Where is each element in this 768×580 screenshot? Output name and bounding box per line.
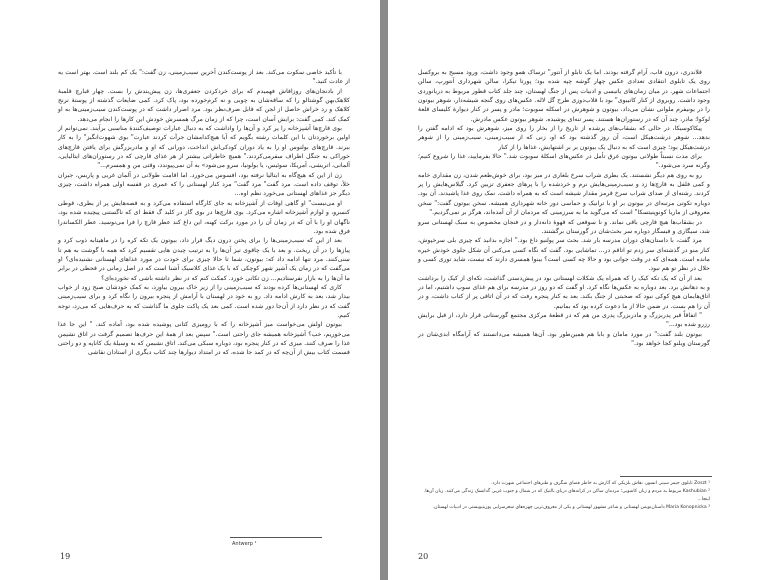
paragraph: مرد گفت، با داستان‌های دوران مدرسه بار شد. بحث سر پولنیو داغ بود." اجازه بدانید که چیزی بلی سرخپوش، کنار منو در گذشته‌ای سر زدم تو اتاقم در... تماشایی بود. گفت که نگاه کسی می‌کنی آن شکل جلوی خودش خیره مانده است. همه‌ای که در وقت جوانی بود و حالا چه کسی است؟ بینوا همسری دارند که نیست، شاید توری کسی و حلال در نظر تو هم نبود. <box>418 237 710 273</box>
paragraph: رو به روی هم دیگر نشستند. یک بطری شراب سرخ بلغاری در میز بود، برای خوش‌طعم شدن، زن مقداری خامه و کمی فلفل به قارچ‌ها زد و سیب‌زمینی‌هایش نرم و خردشده را با پرهای جعفری تزیین کرد. گیلاس‌هایش را پر کردند. رشته‌ای از صدای شراب سرخ قرمز مقدار شیشه است که به همراه داشت. نمک روی غذا پاشیدند. آن بود. دوباره تکوتی مرتبه‌ای در بیوتون بر او با ترانیک و حماسی دور خانه شهرداری همیشه. سخن بیوتون گفت:" سخن معروفی از ماریا کونوپنیتسکا" است که می‌گوید ما به سرزمینی که مردمان از آن آمده‌اند، هرگز بر نمی‌گردیم." <box>418 171 710 217</box>
footnote: Antwerp ¹ <box>232 541 257 547</box>
paragraph: کاری که لهستانی‌ها کرده بودند که سیب‌زمینی را از زیر خاک بیرون بیاورد، به کمک خودشان صبح زود از خواب بیدار شد، بعد به کارش ادامه داد. رو به خود در لهستان با آرامش از پنجره بیرون را نگاه کرد و برای سیب‌زمینی گفت که در نظر دارد از آن‌جا دور شده است. کمی بعد یک پاکت جلوی ما گذاشت که به حرف‌هایی که می‌زد، توجه کنیم. <box>58 283 350 319</box>
paragraph: زن از این که هیچ‌گاه به ایتالیا نرفته بود، افسوس می‌خورد. اما اقامت طولانی در آلمان غربی و پاریس، جبران خلأ، توقف داده است. مرد گفت" مرد گفت" مرد کنار لهستانی را که عمری در قفسه اولی همراه داشت، چیزی دیگر جز غذاهای لهستانی می‌خورد نظم اوه... <box>58 171 350 198</box>
paragraph: قلاندری، درون قاب، آرام گرفته بودند. اما یک تابلو از آنتور" ترساک همو وجود داشت، ورود مسیح به بروکسل روی یک تابلوی انتقادی تعدادی عکس چهار گوشه چپه شده بود؛ پورتا تیکرا، سالن شهرداری آنتورپ، سالن اجتماعات شهر. در میان زمان‌های یاتیسی و ادبیات پس از جنگ لهستان، چند جلد کتاب قطور مربوط به دریانوردی وجود داشت. روبروی از کنار کاتیبوی" بود با قلاب‌دوزی طرح گل لاله. عکس‌های روی گنجه شیشه‌دار، شوهر بیوتون را در یونیفرم ملوانی نشان می‌داد، بیوتون و شوهرش در اسکله سوبوت؛ مادر و پسر در کنار دیوارهٔ کلیسای قلعهٔ لوکوا؛ مادر، چند آن که در رستوران‌ها هستند. پسر تنه‌ای پوشیده. شوهر بیوتون عکس مادرش. <box>418 69 710 123</box>
paragraph: پیکاکوسیکا، در حالی که بشقاب‌های پرشده از تاریخ را از بخار را روی میز، شوهرش بود که ادامه گفتن را بدهد... شوهر درشت‌هیکل است، آن روز گذشته بود که او، زنی که از سیب‌زمینی، سیب‌زمینی را از شوهر درشت‌هیکل بود؛ چیزی است که به دنبال یک بیوتون بر بر اشتهایش، غذا‌ها را از کنار <box>418 125 710 151</box>
left-page <box>0 0 380 580</box>
right-page <box>388 0 768 580</box>
right-page-body <box>418 68 710 348</box>
footnote-divider <box>620 476 712 477</box>
footnote-divider <box>230 537 322 538</box>
footnote: ¹ Zoszt تابلوی جیمز سینی انسور، نقاش بلژیکی که آثارش به خاطر فضای شگرف و طنزهای اجتماعی شهرت دارد. <box>490 481 710 486</box>
paragraph: با تأکید خاصی سکوت می‌کند. بعد از پوست‌کندن آخرین سیب‌زمینی، زن گفت:" یک کم بلند است. بهتر است یه از عادت کنید." <box>58 69 350 86</box>
footnote: ³ Maria Konopnicka داستان‌نویس لهستانی و شاعر مشهور لهستانی و یکی از معروف‌ترین چهره‌های شعرسرایی پوزیتیویستی در ادبیات لهستان. <box>432 505 710 511</box>
footnotes <box>418 480 710 513</box>
paragraph: از بادنجان‌های روزافاش فهمیدم که برای خردکردن جعفری‌ها، زن پیش‌بندش را بست. چهار قبارچ قلمبهٔ کلاهک‌بهن گوشتالو را که ساقه‌شان به چوبی و نه کرم‌خورده بود، پاک کرد. کمی ضایعات گذشته از پوستهٔ ترنج کلاهک و رد خراش حاصل از لجن که قابل صرف‌نظر بود. مرد اصرار داشت که در پوست‌کندن سیب‌زمینی‌ها به او کمک کند. کمی گفت: برایش آسان است، چرا که از زمان مرگ همسرش خودش این کارها را انجام می‌دهد. <box>58 87 350 123</box>
page-number: 20 <box>418 552 429 561</box>
paragraph: بوی قارچ‌ها آشپزخانه را پر کرد و آن‌ها را واداشت که به دنبال عبارات توصیف‌کنندهٔ مناسبی برآیند. نمی‌توانم از اولین برخوردتان با این کلمات رشته بگویم که آیا هیچ‌کدامشان جرأت کردند عبارت" بوی شهوت‌انگیز" را به کار ببرند. قارچ‌های بولتوس او را به یاد دوران کودکی‌اش انداخت، دورانی که او و مادربزرگش برای یافتن قارچ‌های خوراکی به جنگل اطراف سفرمی‌کردند." همیچ خاطراتی بیشتر از هر غذای قارچی که در رستوران‌های ایتالیایی، آلمانی، اتریشی، آمریکا، سوئیس، یا بولونیا، سرو می‌شود» به آن نمی‌پیوندد، وقتی من و همسرم..." <box>58 125 350 170</box>
paragraph: بیوتون اولش می‌خواست میز آشپزخانه را که با روميزی کتانی پوشیده شده بود، آماده کند. " این جا غذا می‌خوریم، خب؟ آشپزخانه همیشه جای راحتی است." سپس بعد از همهٔ این حرف‌ها تصمیم گرفت در اتاق نشیمن غذا را صرف کنند. میزی که در کنار پنجره بود، دوباره سبکی می‌کند. اتاق نشیمن که به وسیلهٔ یک کاناپه و دو راحتی قسمت کتاب بیش از آن‌چه که در کمد جا شده، که در امتداد دیوارها چند کتاب دیگری از استادان نقاشی <box>58 321 350 357</box>
paragraph: بیوتون بلند گفت:" در مورد مامان و بابا هم همین‌طور بود. آن‌ها همیشه می‌دانستند که آرامگاه ابدی‌شان در گورستان ویلنو کجا خواهد بود." <box>418 330 710 347</box>
paragraph: او می‌نیست" او گاهی اوقات از آشپزخانه به جای کارگاه استفاده می‌کرد و به قصه‌هایش پر از بطری، قوطی کنسرو، و لوازم آشپزخانه اشاره می‌کرد. بوی قارچ‌ها در بوی گاز در کلید گ فقط ای که ناگستنی پیچیده شده بود، ناگهان او را با آن که در زمان آن را در مورد برکت کهنه، این داغ کند عطر قارچ را فرا می‌نوسید. عطر الکساندرا فرق شده بود. <box>58 199 350 235</box>
paragraph: بعد از آن که یک تکه کیک را که همراه یک شکلات لهستانی بود در پیش‌دستی گذاشت، تکه‌ای از کیک را برداشت و به دهانش برد. بعد دوباره به عکس‌ها نگاه کرد. او گفت که دو روز در مدرسه برای هم غذای سوپ داشتیم، اما در اتاق‌هایمان هیچ کوکی نبود که صحبتی از جنگ بکند. بعد به کنار پنجره رفت که در آن اتاقی پر از کتاب داشت، و در آن را هم بست. در ضمن حالا از ما دعوت کرده بود که بمانیم. <box>418 274 710 310</box>
paragraph: " اتفاقاً قبر پدربزرگ و مادربزرگ پدری من هم که در قطعهٔ مرکزی مجتمع گورستانی قرار دارد، از قبل برایش رزرو شده بود..." <box>418 311 710 329</box>
page-number: 19 <box>60 552 71 561</box>
footnote: ² Kashubian مربوط به مردم و زبان کاشوبی؛ مردمان ساکن در کرانه‌های دریای بالتیک که در شمال و جنوب غربی گدانسک زندگی می‌کنند. زبان آن‌ها. اینجا... <box>423 489 710 502</box>
left-page-body <box>58 68 350 358</box>
paragraph: بعد از این که سیب‌زمینی‌ها را برای پختن درون دیگ قرار داد، بیوتون یک تکه کره را در ماهیتابه ذوب کرد و پیاز‌ها را در آن ریخت. و بعد با یک چاقوی تیز آن‌ها را به ترتیب چیدن هایی تقسیم کرد که همه با گوشت به هم تا سنی‌کنند. مرد تنها ادامه داد که: بیوتون، شما تا حالا چیزی برای خودت در مورد غذاهای لهستانی نشنیده‌ای؟ او می‌گفت که در زمان یک آشپز شهر کوچکی که با یک غذای کلاسیک آشنا است که در اصل زمانی در قحطی در برابر ما آن‌ها را به بازار نفرستادیم... زن تکانی خورد. کمکت کنم که در نظر داشته باشی که نخورده‌ای؟ <box>58 237 350 282</box>
paragraph: برای مدت نسبتاً طولانی بیوتون غرق تأمل در عکس‌های اسکلهٔ سوبوت شد." حالا بفرمایید، غذا را شروع کنیم؛ وگرنه سرد می‌شود." <box>418 153 710 170</box>
paragraph: در بشقاب‌ها هیچ قارچی باقی نماند. و نا سوقعی که قهوهٔ دانه‌دار و در فنجان مخصوص به سبک لهستانی سرو شد، سیگاری و فیسگار دوباره سر بحث‌شان در گورستان برگشتند. <box>418 218 710 235</box>
